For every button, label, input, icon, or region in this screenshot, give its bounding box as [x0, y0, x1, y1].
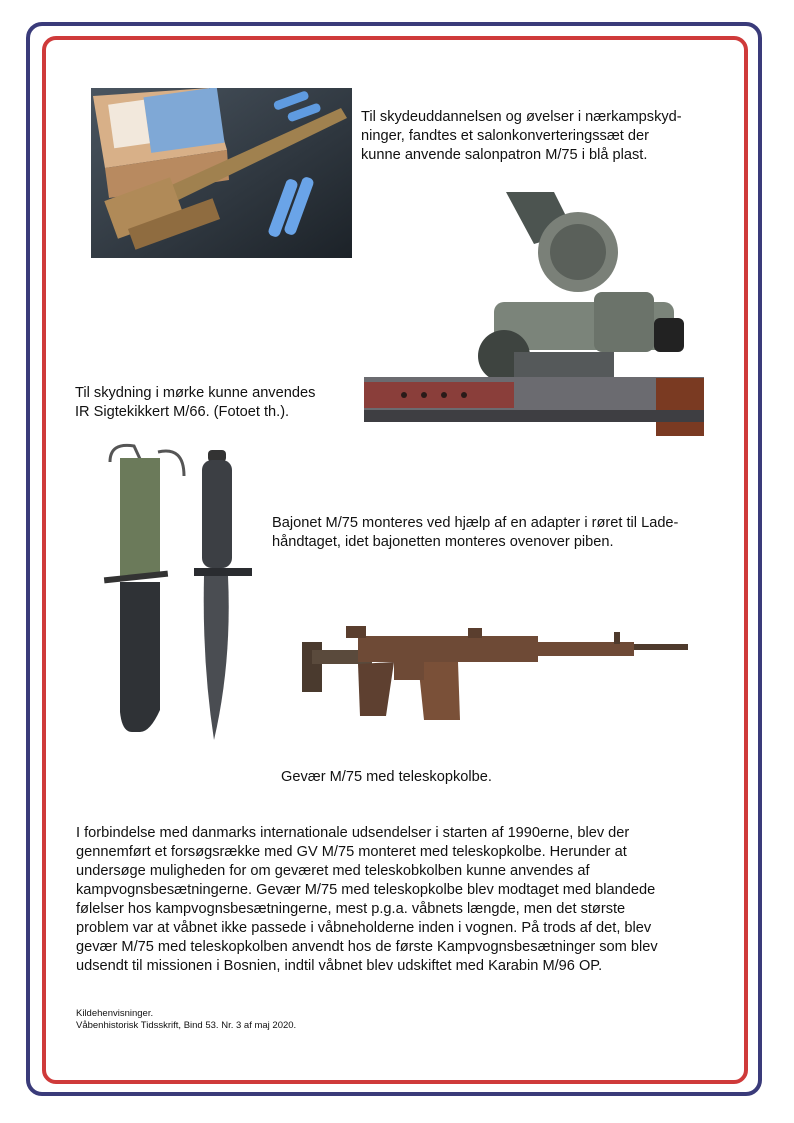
- bayonet-caption: Bajonet M/75 monteres ved hjælp af en adapter i røret til Lade- håndtaget, idet bajonetten monteres ovenover piben.: [272, 515, 679, 550]
- sources-block: [76, 1008, 296, 1032]
- salon-kit-caption: Til skydeuddannelsen og øvelser i nærkampskyd- ninger, fandtes et salonkonverteringssæt der kunne anvende salonpatron M/75 i blå plast.: [361, 109, 682, 163]
- ir-scope-photo: [364, 192, 704, 437]
- salon-kit-photo: [91, 88, 352, 258]
- ir-scope-caption: Til skydning i mørke kunne anvendes IR Sigtekikkert M/66. (Fotoet th.).: [75, 385, 316, 420]
- rifle-caption: Gevær M/75 med teleskopkolbe.: [281, 769, 492, 785]
- sources-entry: Våbenhistorisk Tidsskrift, Bind 53. Nr. 3 af maj 2020.: [76, 1020, 297, 1031]
- bayonet-photo: [98, 442, 258, 745]
- rifle-photo: [298, 624, 692, 724]
- body-paragraph: I forbindelse med danmarks internationale udsendelser i starten af 1990erne, blev der gennemført et forsøgsrække med GV M/75 monteret med teleskopkolbe. Herunder at undersøge muligheden for om geværet med teleskobkolben kunne anvendes af kampvognsbesætningerne. Gevær M/75 med teleskopkolbe blev modtaget med blandede følelser hos kampvognsbesætningerne, mest p.g.a. våbnets længde, men det største problem var at våbnet ikke passede i våbneholderne inden i vognen. På trods af det, blev gevær M/75 med teleskopkolben anvendt hos de første Kampvognsbesætninger som blev udsendt til missionen i Bosnien, indtil våbnet blev udskiftet med Karabin M/96 OP.: [76, 825, 658, 974]
- sources-heading: Kildehenvisninger.: [76, 1008, 154, 1019]
